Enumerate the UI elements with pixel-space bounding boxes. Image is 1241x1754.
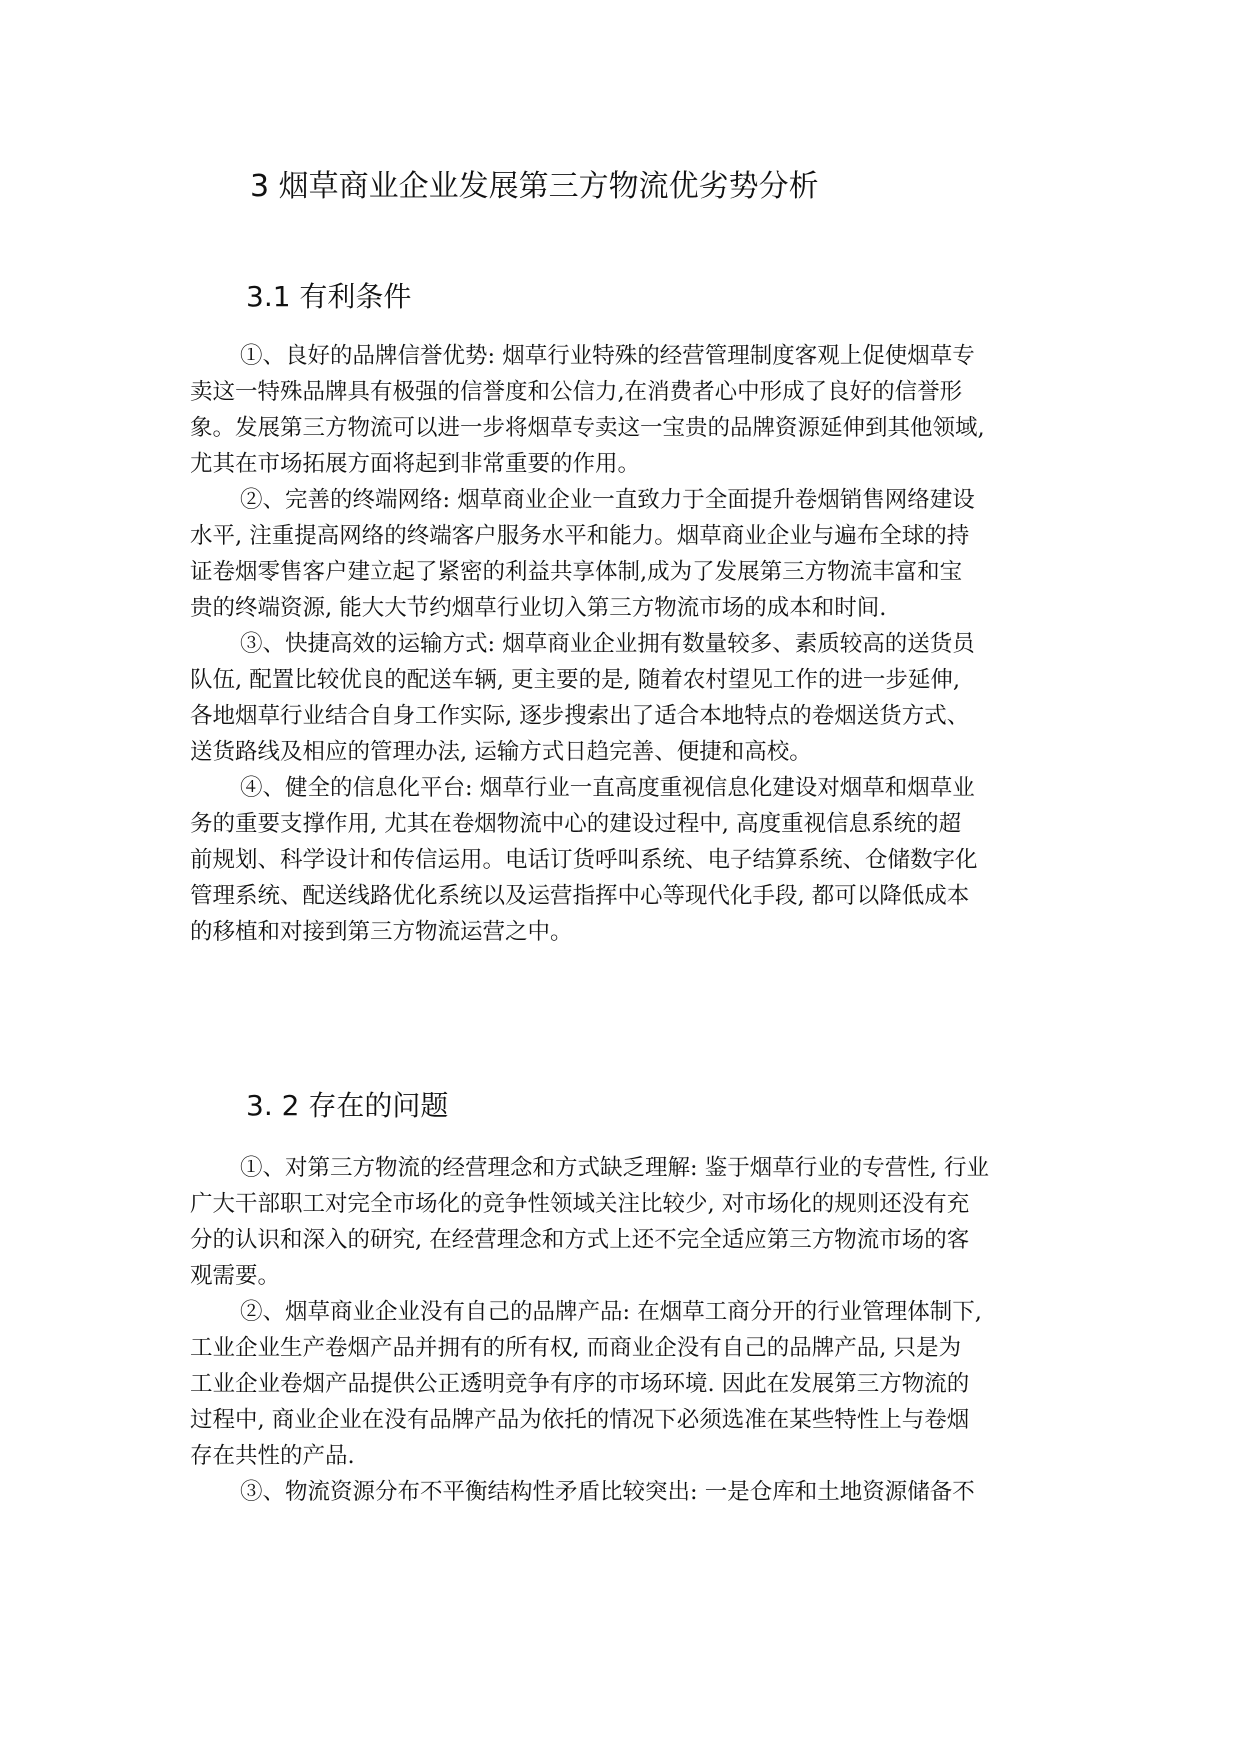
paragraph-no-brand-products [190, 1294, 1048, 1474]
paragraph-line: ④、健全的信息化平台: 烟草行业一直高度重视信息化建设对烟草和烟草业 [240, 775, 975, 801]
section-heading-3-2: 3. 2 存在的问题 [246, 1089, 449, 1122]
paragraph-line: 尤其在市场拓展方面将起到非常重要的作用。 [190, 451, 641, 477]
paragraph-line: 各地烟草行业结合自身工作实际, 逐步搜索出了适合本地特点的卷烟送货方式、 [190, 703, 970, 729]
paragraph-line: ②、完善的终端网络: 烟草商业企业一直致力于全面提升卷烟销售网络建设 [240, 487, 975, 513]
paragraph-transport-mode [190, 626, 1048, 770]
paragraph-terminal-network [190, 482, 1048, 626]
paragraph-line: 分的认识和深入的研究, 在经营理念和方式上还不完全适应第三方物流市场的客 [190, 1227, 970, 1253]
paragraph-line: 存在共性的产品. [190, 1443, 355, 1469]
paragraph-lack-of-understanding [190, 1150, 1048, 1294]
paragraph-uneven-resources [190, 1474, 1048, 1510]
paragraph-line: 工业企业生产卷烟产品并拥有的所有权, 而商业企没有自己的品牌产品, 只是为 [190, 1335, 962, 1361]
paragraph-line: 送货路线及相应的管理办法, 运输方式日趋完善、便捷和高校。 [190, 739, 812, 765]
paragraph-line: 务的重要支撑作用, 尤其在卷烟物流中心的建设过程中, 高度重视信息系统的超 [190, 811, 962, 837]
paragraph-line: ①、对第三方物流的经营理念和方式缺乏理解: 鉴于烟草行业的专营性, 行业 [240, 1155, 990, 1181]
paragraph-line: ③、快捷高效的运输方式: 烟草商业企业拥有数量较多、素质较高的送货员 [240, 631, 975, 657]
chapter-heading: 3 烟草商业企业发展第三方物流优劣势分析 [250, 169, 819, 204]
paragraph-line: 过程中, 商业企业在没有品牌产品为依托的情况下必须选准在某些特性上与卷烟 [190, 1407, 970, 1433]
section-heading-3-1: 3.1 有利条件 [246, 280, 412, 313]
paragraph-line: 的移植和对接到第三方物流运营之中。 [190, 919, 573, 945]
paragraph-line: 卖这一特殊品牌具有极强的信誉度和公信力,在消费者心中形成了良好的信誉形 [190, 379, 963, 405]
paragraph-line: 观需要。 [190, 1263, 281, 1289]
paragraph-line: 象。发展第三方物流可以进一步将烟草专卖这一宝贵的品牌资源延伸到其他领域, [190, 415, 985, 441]
paragraph-line: ②、烟草商业企业没有自己的品牌产品: 在烟草工商分开的行业管理体制下, [240, 1299, 982, 1325]
paragraph-line: 前规划、科学设计和传信运用。电话订货呼叫系统、电子结算系统、仓储数字化 [190, 847, 978, 873]
paragraph-information-platform [190, 770, 1048, 950]
paragraph-line: 贵的终端资源, 能大大节约烟草行业切入第三方物流市场的成本和时间. [190, 595, 887, 621]
paragraph-line: ①、良好的品牌信誉优势: 烟草行业特殊的经营管理制度客观上促使烟草专 [240, 343, 975, 369]
paragraph-line: 证卷烟零售客户建立起了紧密的利益共享体制,成为了发展第三方物流丰富和宝 [190, 559, 963, 585]
paragraph-line: 队伍, 配置比较优良的配送车辆, 更主要的是, 随着农村望见工作的进一步延伸, [190, 667, 961, 693]
paragraph-line: 广大干部职工对完全市场化的竞争性领域关注比较少, 对市场化的规则还没有充 [190, 1191, 970, 1217]
paragraph-line: 工业企业卷烟产品提供公正透明竞争有序的市场环境. 因此在发展第三方物流的 [190, 1371, 970, 1397]
paragraph-line: 水平, 注重提高网络的终端客户服务水平和能力。烟草商业企业与遍布全球的持 [190, 523, 970, 549]
paragraph-brand-reputation [190, 338, 1048, 482]
paragraph-line: ③、物流资源分布不平衡结构性矛盾比较突出: 一是仓库和土地资源储备不 [240, 1479, 975, 1505]
paragraph-line: 管理系统、配送线路优化系统以及运营指挥中心等现代化手段, 都可以降低成本 [190, 883, 970, 909]
